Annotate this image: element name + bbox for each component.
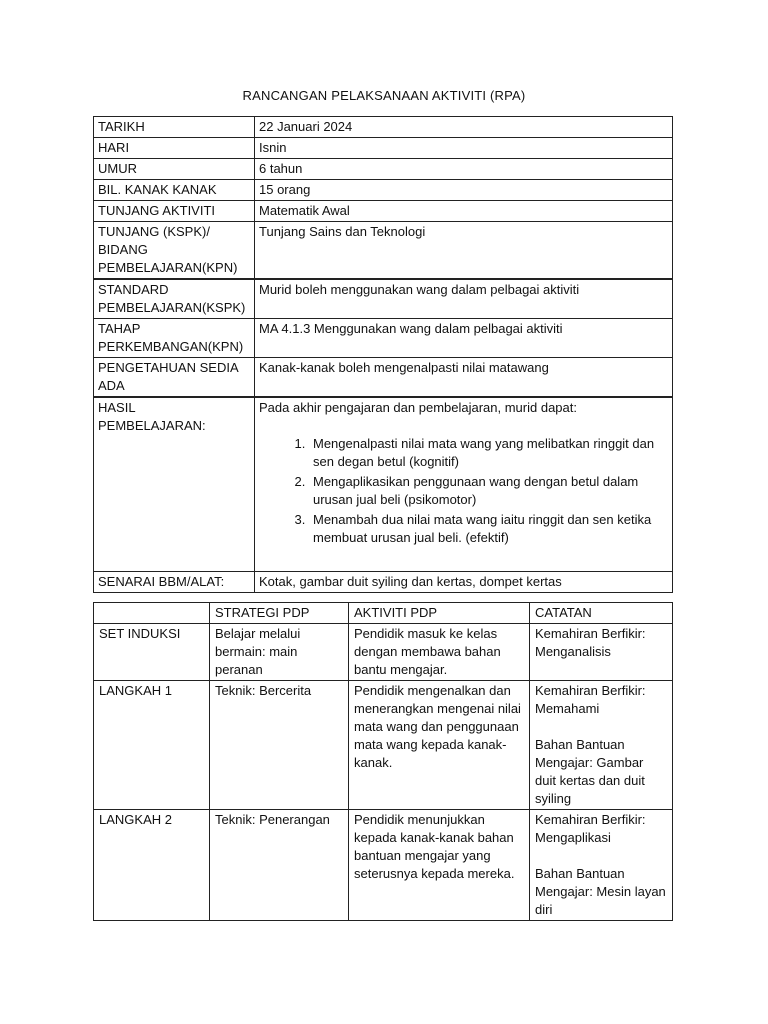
row-tahap	[94, 319, 673, 358]
langkah2-catatan-bahan: Bahan Bantuan Mengajar: Mesin layan diri	[535, 866, 666, 917]
row-tarikh	[94, 117, 673, 138]
learning-outcome-2: 2. Mengaplikasikan penggunaan wang dengan betul dalam urusan jual beli (psikomotor)	[309, 473, 668, 509]
row-bil-kanak	[94, 180, 673, 201]
value-tarikh: 22 Januari 2024	[255, 117, 673, 138]
label-hari: HARI	[94, 138, 255, 159]
row-langkah-1	[94, 681, 673, 810]
label-hasil	[94, 397, 255, 572]
value-bbm: Kotak, gambar duit syiling dan kertas, dompet kertas	[255, 572, 673, 593]
langkah2-step: LANGKAH 2	[94, 810, 210, 921]
row-set-induksi	[94, 624, 673, 681]
header-catatan: CATATAN	[530, 603, 673, 624]
langkah1-aktiviti: Pendidik mengenalkan dan menerangkan mengenai nilai mata wang dan penggunaan mata wang kepada kanak-kanak.	[349, 681, 530, 810]
label-tahap	[94, 319, 255, 358]
row-bbm	[94, 572, 673, 593]
label-hasil-line1: HASIL	[98, 400, 136, 415]
langkah1-catatan-bahan: Bahan Bantuan Mengajar: Gambar duit kertas dan duit syiling	[535, 737, 645, 806]
label-tunjang-kspk-line2: BIDANG	[98, 242, 148, 257]
learning-outcomes-list	[259, 435, 668, 547]
value-tunjang-aktiviti: Matematik Awal	[255, 201, 673, 222]
label-pengetahuan-line2: ADA	[98, 378, 125, 393]
label-hasil-line2: PEMBELAJARAN:	[98, 418, 206, 433]
set-induksi-catatan: Kemahiran Berfikir: Menganalisis	[530, 624, 673, 681]
value-hari: Isnin	[255, 138, 673, 159]
row-hari	[94, 138, 673, 159]
label-umur: UMUR	[94, 159, 255, 180]
activity-info-table	[93, 116, 673, 593]
langkah2-strategi: Teknik: Penerangan	[210, 810, 349, 921]
spacer	[535, 718, 667, 736]
value-hasil	[255, 397, 673, 572]
label-pengetahuan	[94, 358, 255, 398]
value-standard: Murid boleh menggunakan wang dalam pelbagai aktiviti	[255, 279, 673, 319]
value-bil-kanak: 15 orang	[255, 180, 673, 201]
label-standard	[94, 279, 255, 319]
spacer	[535, 847, 667, 865]
document-title: RANCANGAN PELAKSANAAN AKTIVITI (RPA)	[242, 88, 526, 103]
langkah2-aktiviti: Pendidik menunjukkan kepada kanak-kanak bahan bantuan mengajar yang seterusnya kepada mereka.	[349, 810, 530, 921]
langkah1-catatan	[530, 681, 673, 810]
label-tahap-line2: PERKEMBANGAN(KPN)	[98, 339, 244, 354]
label-tunjang-kspk	[94, 222, 255, 280]
teaching-plan-table	[93, 602, 673, 921]
label-tunjang-kspk-line3: PEMBELAJARAN(KPN)	[98, 260, 238, 275]
row-hasil	[94, 397, 673, 572]
row-langkah-2	[94, 810, 673, 921]
hasil-intro: Pada akhir pengajaran dan pembelajaran, murid dapat:	[259, 400, 577, 415]
label-bbm: SENARAI BBM/ALAT:	[94, 572, 255, 593]
row-pengetahuan	[94, 358, 673, 398]
label-tahap-line1: TAHAP	[98, 321, 141, 336]
header-aktiviti: AKTIVITI PDP	[349, 603, 530, 624]
header-strategi: STRATEGI PDP	[210, 603, 349, 624]
row-umur	[94, 159, 673, 180]
langkah2-catatan	[530, 810, 673, 921]
plan-header-row	[94, 603, 673, 624]
label-tunjang-aktiviti: TUNJANG AKTIVITI	[94, 201, 255, 222]
row-standard	[94, 279, 673, 319]
label-standard-line2: PEMBELAJARAN(KSPK)	[98, 300, 246, 315]
value-tahap: MA 4.1.3 Menggunakan wang dalam pelbagai aktiviti	[255, 319, 673, 358]
learning-outcome-3: 3. Menambah dua nilai mata wang iaitu ringgit dan sen ketika membuat urusan jual beli. (efektif)	[309, 511, 668, 547]
header-step	[94, 603, 210, 624]
row-tunjang-kspk	[94, 222, 673, 280]
value-tunjang-kspk: Tunjang Sains dan Teknologi	[255, 222, 673, 280]
label-bil-kanak: BIL. KANAK KANAK	[94, 180, 255, 201]
set-induksi-step: SET INDUKSI	[94, 624, 210, 681]
set-induksi-aktiviti: Pendidik masuk ke kelas dengan membawa bahan bantu mengajar.	[349, 624, 530, 681]
label-pengetahuan-line1: PENGETAHUAN SEDIA	[98, 360, 239, 375]
langkah1-strategi: Teknik: Bercerita	[210, 681, 349, 810]
learning-outcome-1: 1. Mengenalpasti nilai mata wang yang melibatkan ringgit dan sen degan betul (kognitif)	[309, 435, 668, 471]
langkah1-catatan-kemahiran: Kemahiran Berfikir: Memahami	[535, 683, 646, 716]
value-pengetahuan: Kanak-kanak boleh mengenalpasti nilai matawang	[255, 358, 673, 398]
langkah1-step: LANGKAH 1	[94, 681, 210, 810]
label-tarikh: TARIKH	[94, 117, 255, 138]
value-umur: 6 tahun	[255, 159, 673, 180]
langkah2-catatan-kemahiran: Kemahiran Berfikir: Mengaplikasi	[535, 812, 646, 845]
label-tunjang-kspk-line1: TUNJANG (KSPK)/	[98, 224, 210, 239]
label-standard-line1: STANDARD	[98, 282, 169, 297]
set-induksi-strategi: Belajar melalui bermain: main peranan	[210, 624, 349, 681]
row-tunjang-aktiviti	[94, 201, 673, 222]
